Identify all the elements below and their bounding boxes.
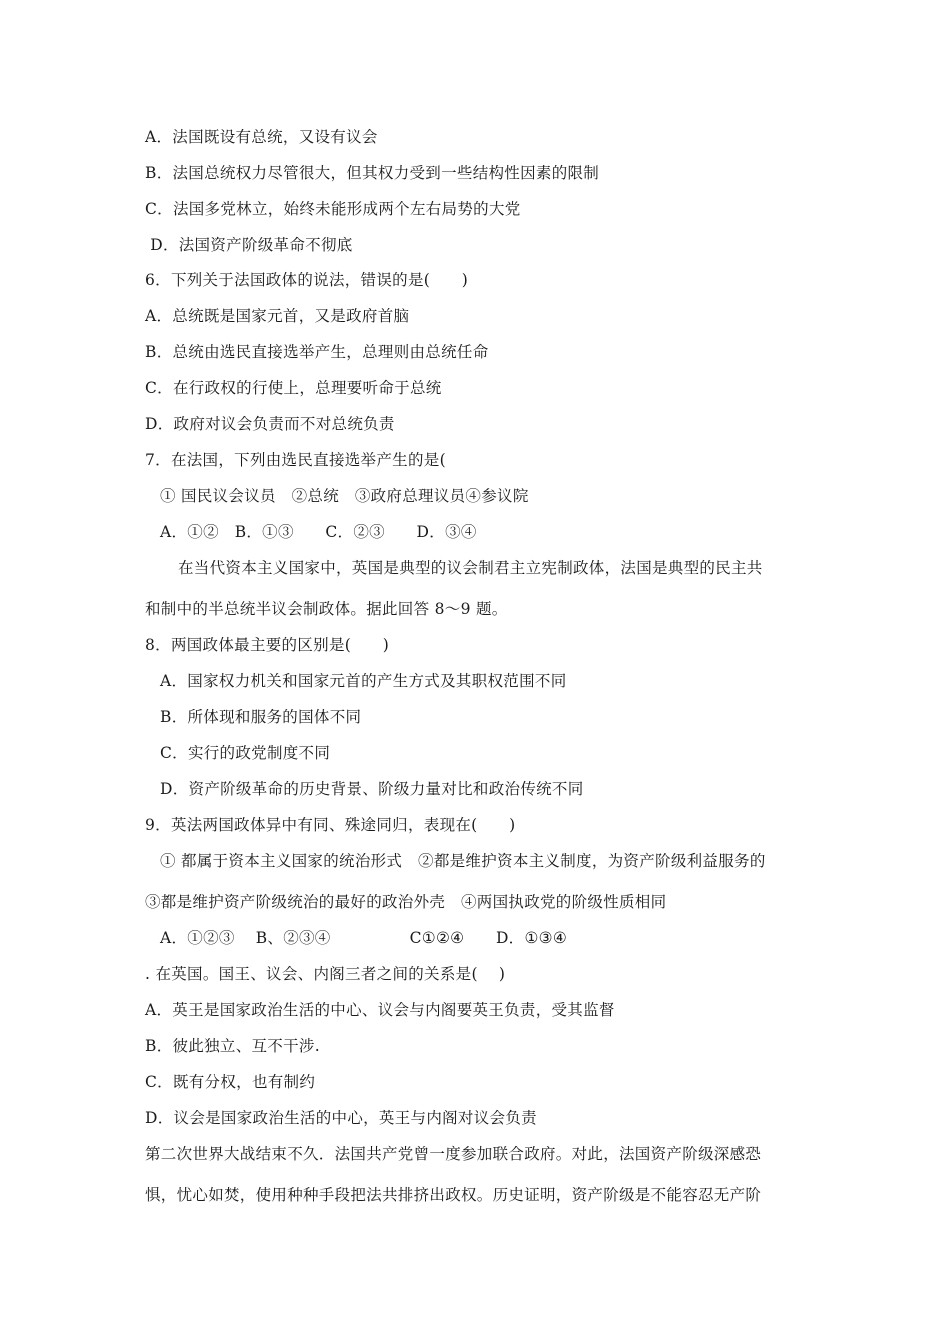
q9-items-line-1: ① 都属于资本主义国家的统治形式 ②都是维护资本主义制度，为资产阶级利益服务的 bbox=[160, 852, 766, 870]
q5-option-b: B．法国总统权力尽管很大，但其权力受到一些结构性因素的限制 bbox=[145, 164, 600, 182]
q7-items: ① 国民议会议员 ②总统 ③政府总理议员④参议院 bbox=[160, 487, 529, 505]
q6-option-a: A．总统既是国家元首，又是政府首脑 bbox=[145, 307, 410, 325]
q6-option-b: B．总统由选民直接选举产生，总理则由总统任命 bbox=[145, 343, 489, 361]
q9-options: A．①②③ B、②③④ C①②④ D．①③④ bbox=[160, 929, 568, 947]
q8-option-d: D．资产阶级革命的历史背景、阶级力量对比和政治传统不同 bbox=[160, 780, 584, 798]
q8-option-c: C．实行的政党制度不同 bbox=[160, 744, 331, 762]
q5-option-a: A．法国既设有总统，又设有议会 bbox=[145, 128, 378, 146]
passage-line-1: 在当代资本主义国家中，英国是典型的议会制君主立宪制政体，法国是典型的民主共 bbox=[178, 559, 763, 577]
q10-option-a: A．英王是国家政治生活的中心、议会与内阁要英王负责，受其监督 bbox=[145, 1001, 615, 1019]
q8-option-a: A．国家权力机关和国家元首的产生方式及其职权范围不同 bbox=[160, 672, 567, 690]
q9-stem: 9．英法两国政体异中有同、殊途同归，表现在( ) bbox=[145, 816, 516, 834]
q6-option-d: D．政府对议会负责而不对总统负责 bbox=[145, 415, 395, 433]
q5-option-d: D．法国资产阶级革命不彻底 bbox=[145, 236, 353, 254]
q10-option-c: C．既有分权，也有制约 bbox=[145, 1073, 316, 1091]
q10-option-d: D．议会是国家政治生活的中心，英王与内阁对议会负责 bbox=[145, 1109, 537, 1127]
q8-stem: 8．两国政体最主要的区别是( ) bbox=[145, 636, 390, 654]
q7-options: A．①② B．①③ C．②③ D．③④ bbox=[160, 523, 477, 541]
q7-stem: 7．在法国，下列由选民直接选举产生的是( bbox=[145, 451, 446, 469]
q10-option-b: B．彼此独立、互不干涉. bbox=[145, 1037, 320, 1055]
passage-2-line-2: 惧，忧心如焚，使用种种手段把法共排挤出政权。历史证明，资产阶级是不能容忍无产阶 bbox=[145, 1186, 762, 1204]
q6-stem: 6．下列关于法国政体的说法，错误的是( ) bbox=[145, 271, 469, 289]
passage-line-2: 和制中的半总统半议会制政体。据此回答 8～9 题。 bbox=[145, 600, 508, 618]
q6-option-c: C．在行政权的行使上，总理要听命于总统 bbox=[145, 379, 442, 397]
passage-2-line-1: 第二次世界大战结束不久．法国共产党曾一度参加联合政府。对此，法国资产阶级深感恐 bbox=[145, 1145, 762, 1163]
q5-option-c: C．法国多党林立，始终未能形成两个左右局势的大党 bbox=[145, 200, 521, 218]
q10-stem: . 在英国。国王、议会、内阁三者之间的关系是( ) bbox=[145, 965, 506, 983]
q9-items-line-2: ③都是维护资产阶级统治的最好的政治外壳 ④两国执政党的阶级性质相同 bbox=[145, 893, 667, 911]
q8-option-b: B．所体现和服务的国体不同 bbox=[160, 708, 362, 726]
